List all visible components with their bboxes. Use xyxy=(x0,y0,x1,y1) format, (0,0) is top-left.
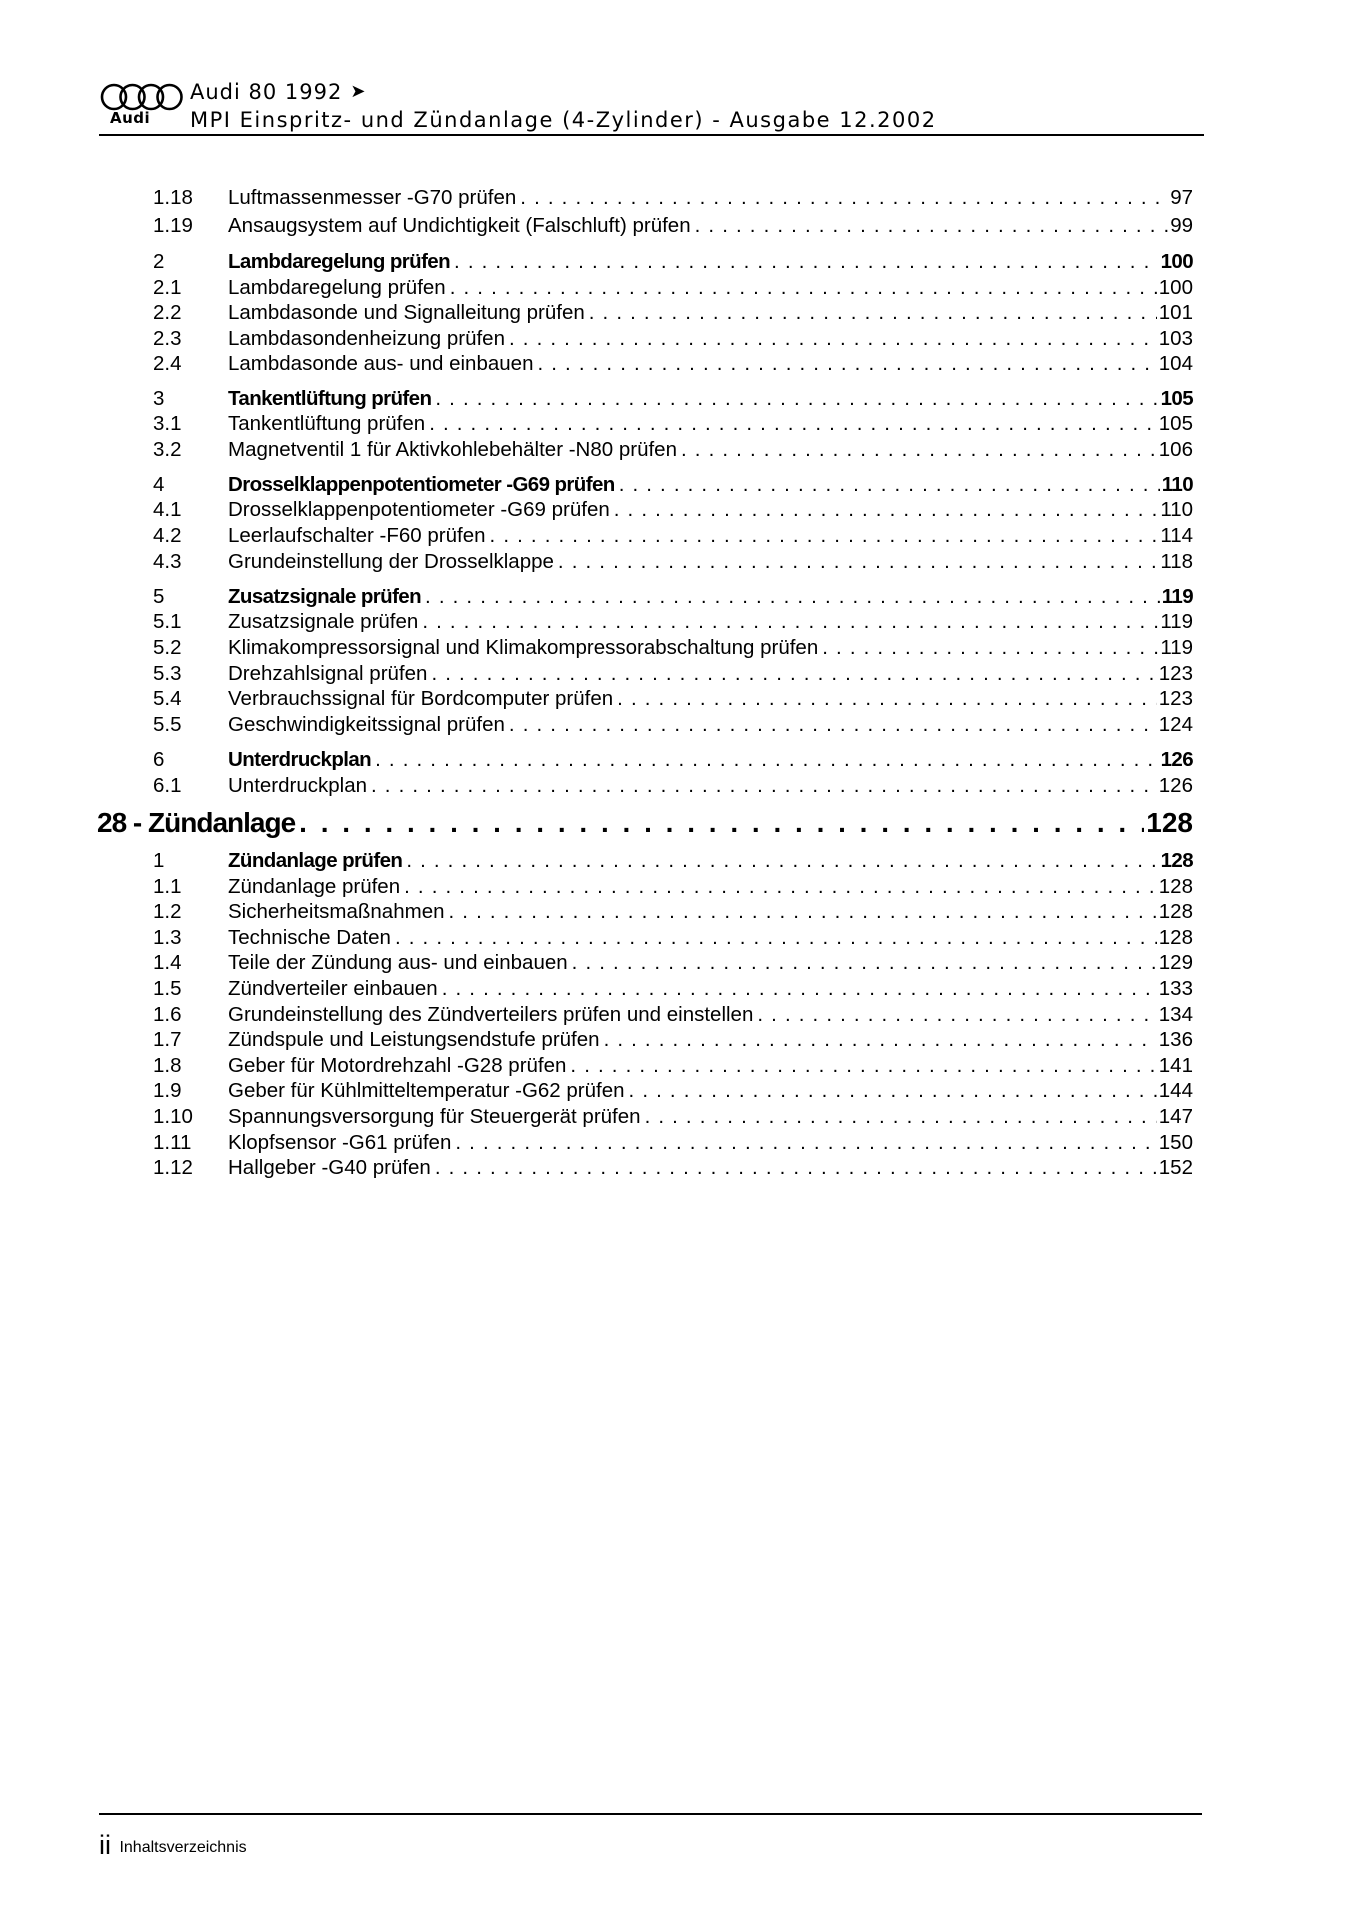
toc-entry-page: 105 xyxy=(1158,412,1193,435)
toc-entry-title: Lambdasonde aus- und einbauen xyxy=(228,352,534,375)
document-subtitle: MPI Einspritz- und Zündanlage (4-Zylinder) - Ausgabe 12.2002 xyxy=(190,108,937,132)
toc-entry-page: 104 xyxy=(1158,352,1193,375)
toc-section-entry[interactable] xyxy=(153,584,1193,610)
toc-entry-title: Klimakompressorsignal und Klimakompressorabschaltung prüfen xyxy=(228,636,819,659)
toc-entry[interactable] xyxy=(153,1155,1193,1181)
toc-entry-number: 1.1 xyxy=(153,875,182,898)
toc-entry-title: Grundeinstellung der Drosselklappe xyxy=(228,550,554,573)
audi-wordmark: Audi xyxy=(110,109,151,127)
dot-leader xyxy=(695,213,1169,239)
toc-entry-number: 4.2 xyxy=(153,524,182,547)
toc-entry[interactable] xyxy=(153,925,1193,951)
toc-entry-number: 4 xyxy=(153,473,165,496)
toc-entry-number: 5.2 xyxy=(153,636,182,659)
toc-entry-page: 128 xyxy=(1160,849,1193,872)
dot-leader xyxy=(450,275,1157,301)
toc-entry-title: Tankentlüftung prüfen xyxy=(228,387,432,410)
toc-entry-title: Leerlaufschalter -F60 prüfen xyxy=(228,524,486,547)
toc-entry-number: 2.3 xyxy=(153,327,182,350)
dot-leader xyxy=(425,584,1160,610)
dot-leader xyxy=(299,806,1144,840)
toc-entry[interactable] xyxy=(153,326,1193,352)
toc-entry-number: 5.1 xyxy=(153,610,182,633)
toc-entry-title: Technische Daten xyxy=(228,926,391,949)
toc-entry-page: 114 xyxy=(1160,524,1193,547)
toc-entry-page: 134 xyxy=(1158,1003,1193,1026)
toc-entry-number: 1.11 xyxy=(153,1131,192,1154)
toc-entry[interactable] xyxy=(153,411,1193,437)
toc-entry-page: 119 xyxy=(1160,636,1193,659)
toc-entry-page: 136 xyxy=(1158,1028,1193,1051)
toc-entry-number: 1.8 xyxy=(153,1054,182,1077)
toc-entry-title: Lambdaregelung prüfen xyxy=(228,250,451,273)
toc-entry-number: 2.4 xyxy=(153,352,182,375)
toc-entry-title: Zündverteiler einbauen xyxy=(228,977,438,1000)
toc-entry-number: 4.3 xyxy=(153,550,182,573)
toc-entry-page: 110 xyxy=(1160,498,1193,521)
toc-entry[interactable] xyxy=(153,213,1193,239)
toc-entry-title: Grundeinstellung des Zündverteilers prüfen und einstellen xyxy=(228,1003,754,1026)
toc-entry-title: Teile der Zündung aus- und einbauen xyxy=(228,951,568,974)
toc-entry[interactable] xyxy=(153,609,1193,635)
toc-entry[interactable] xyxy=(153,523,1193,549)
toc-entry-number: 3.2 xyxy=(153,438,182,461)
toc-entry[interactable] xyxy=(153,185,1193,211)
toc-entry-number: 1.6 xyxy=(153,1003,182,1026)
dot-leader xyxy=(572,950,1157,976)
toc-entry-title: Drosselklappenpotentiometer -G69 prüfen xyxy=(228,473,615,496)
toc-entry-page: 123 xyxy=(1158,662,1193,685)
toc-entry-title: Zündspule und Leistungsendstufe prüfen xyxy=(228,1028,600,1051)
toc-entry-title: Lambdaregelung prüfen xyxy=(228,276,446,299)
toc-entry[interactable] xyxy=(153,1078,1193,1104)
toc-entry-page: 150 xyxy=(1158,1131,1193,1154)
dot-leader xyxy=(429,411,1157,437)
toc-entry[interactable] xyxy=(153,773,1193,799)
dot-leader xyxy=(435,386,1158,412)
toc-entry[interactable] xyxy=(153,635,1193,661)
dot-leader xyxy=(454,249,1159,275)
dot-leader xyxy=(617,686,1157,712)
toc-entry-title: Spannungsversorgung für Steuergerät prüfen xyxy=(228,1105,641,1128)
dot-leader xyxy=(371,773,1157,799)
toc-entry[interactable] xyxy=(153,874,1193,900)
toc-entry-title: Zündanlage prüfen xyxy=(228,849,403,872)
dot-leader xyxy=(681,437,1157,463)
toc-entry-number: 1.9 xyxy=(153,1079,182,1102)
toc-entry-page: 99 xyxy=(1170,214,1193,237)
toc-entry[interactable] xyxy=(153,437,1193,463)
toc-entry[interactable] xyxy=(153,300,1193,326)
toc-section-entry[interactable] xyxy=(153,249,1193,275)
toc-entry-page: 123 xyxy=(1158,687,1193,710)
dot-leader xyxy=(619,472,1160,498)
dot-leader xyxy=(449,899,1157,925)
toc-entry-page: 100 xyxy=(1158,276,1193,299)
dot-leader xyxy=(422,609,1158,635)
dot-leader xyxy=(757,1002,1156,1028)
toc-entry-number: 1.4 xyxy=(153,951,182,974)
toc-entry-number: 2.1 xyxy=(153,276,182,299)
toc-entry-page: 129 xyxy=(1158,951,1193,974)
toc-section-entry[interactable] xyxy=(153,747,1193,773)
toc-entry[interactable] xyxy=(153,661,1193,687)
dot-leader xyxy=(537,351,1156,377)
toc-entry-title: Lambdasonde und Signalleitung prüfen xyxy=(228,301,585,324)
toc-entry-page: 133 xyxy=(1158,977,1193,1000)
toc-chapter-entry[interactable] xyxy=(97,806,1193,840)
toc-entry-page: 128 xyxy=(1158,875,1193,898)
toc-entry[interactable] xyxy=(153,497,1193,523)
dot-leader xyxy=(570,1053,1156,1079)
toc-entry-number: 1.18 xyxy=(153,186,193,209)
toc-entry-title: Lambdasondenheizung prüfen xyxy=(228,327,505,350)
toc-entry-number: 5.4 xyxy=(153,687,182,710)
dot-leader xyxy=(645,1104,1157,1130)
dot-leader xyxy=(604,1027,1157,1053)
toc-entry-number: 1.19 xyxy=(153,214,193,237)
toc-entry-page: 152 xyxy=(1158,1156,1193,1179)
toc-entry-title: 28 - Zündanlage xyxy=(97,807,296,838)
toc-section-entry[interactable] xyxy=(153,386,1193,412)
page-footer xyxy=(99,1830,247,1861)
toc-entry-title: Tankentlüftung prüfen xyxy=(228,412,426,435)
toc-entry-page: 118 xyxy=(1160,550,1193,573)
toc-entry-page: 124 xyxy=(1158,713,1193,736)
toc-entry-page: 128 xyxy=(1146,807,1193,838)
toc-entry-number: 6.1 xyxy=(153,774,182,797)
page-number: ii xyxy=(99,1830,111,1860)
toc-entry-title: Zündanlage prüfen xyxy=(228,875,401,898)
toc-entry-number: 3.1 xyxy=(153,412,182,435)
toc-entry-title: Unterdruckplan xyxy=(228,774,368,797)
toc-entry-page: 144 xyxy=(1158,1079,1193,1102)
footer-section-label: Inhaltsverzeichnis xyxy=(119,1839,247,1856)
toc-entry[interactable] xyxy=(153,1053,1193,1079)
dot-leader xyxy=(589,300,1157,326)
toc-entry[interactable] xyxy=(153,275,1193,301)
toc-entry-title: Zusatzsignale prüfen xyxy=(228,585,422,608)
toc-entry-page: 105 xyxy=(1160,387,1193,410)
toc-entry[interactable] xyxy=(153,351,1193,377)
toc-entry[interactable] xyxy=(153,1130,1193,1156)
toc-entry-page: 106 xyxy=(1158,438,1193,461)
toc-entry-page: 128 xyxy=(1158,926,1193,949)
toc-entry[interactable] xyxy=(153,950,1193,976)
toc-entry-title: Ansaugsystem auf Undichtigkeit (Falschluft) prüfen xyxy=(228,214,691,237)
toc-entry-number: 6 xyxy=(153,748,165,771)
toc-entry-page: 101 xyxy=(1158,301,1193,324)
toc-entry-page: 126 xyxy=(1160,748,1193,771)
toc-entry-page: 97 xyxy=(1170,186,1193,209)
toc-entry-title: Klopfsensor -G61 prüfen xyxy=(228,1131,452,1154)
page-header xyxy=(99,80,1204,136)
arrow-right-icon: ➤ xyxy=(350,81,367,102)
toc-entry-page: 128 xyxy=(1158,900,1193,923)
dot-leader xyxy=(509,712,1157,738)
dot-leader xyxy=(431,661,1156,687)
toc-entry-title: Unterdruckplan xyxy=(228,748,372,771)
toc-entry-number: 1.3 xyxy=(153,926,182,949)
toc-entry-number: 5.5 xyxy=(153,713,182,736)
toc-entry-page: 126 xyxy=(1158,774,1193,797)
dot-leader xyxy=(406,848,1158,874)
toc-entry-number: 4.1 xyxy=(153,498,182,521)
toc-entry-title: Luftmassenmesser -G70 prüfen xyxy=(228,186,517,209)
toc-entry-page: 119 xyxy=(1160,610,1193,633)
toc-entry-page: 103 xyxy=(1158,327,1193,350)
dot-leader xyxy=(395,925,1157,951)
toc-entry[interactable] xyxy=(153,1104,1193,1130)
audi-rings-logo xyxy=(99,82,185,112)
dot-leader xyxy=(435,1155,1157,1181)
dot-leader xyxy=(490,523,1159,549)
toc-entry-number: 1.5 xyxy=(153,977,182,1000)
toc-entry-number: 2.2 xyxy=(153,301,182,324)
toc-entry-page: 110 xyxy=(1161,473,1193,496)
toc-entry[interactable] xyxy=(153,686,1193,712)
toc-entry-title: Hallgeber -G40 prüfen xyxy=(228,1156,431,1179)
toc-entry[interactable] xyxy=(153,976,1193,1002)
toc-entry[interactable] xyxy=(153,899,1193,925)
toc-entry-number: 2 xyxy=(153,250,165,273)
toc-entry-number: 1.10 xyxy=(153,1105,193,1128)
toc-entry-number: 5.3 xyxy=(153,662,182,685)
toc-entry-title: Verbrauchssignal für Bordcomputer prüfen xyxy=(228,687,614,710)
toc-entry-number: 1.2 xyxy=(153,900,182,923)
toc-entry-title: Magnetventil 1 für Aktivkohlebehälter -N80 prüfen xyxy=(228,438,677,461)
toc-entry-page: 141 xyxy=(1158,1054,1193,1077)
dot-leader xyxy=(629,1078,1157,1104)
toc-entry-page: 147 xyxy=(1158,1105,1193,1128)
toc-section-entry[interactable] xyxy=(153,472,1193,498)
toc-section-entry[interactable] xyxy=(153,848,1193,874)
dot-leader xyxy=(822,635,1158,661)
dot-leader xyxy=(375,747,1158,773)
dot-leader xyxy=(614,497,1159,523)
toc-entry-number: 5 xyxy=(153,585,165,608)
footer-divider xyxy=(99,1813,1202,1815)
toc-entry[interactable] xyxy=(153,549,1193,575)
toc-entry-title: Sicherheitsmaßnahmen xyxy=(228,900,445,923)
toc-entry-title: Geschwindigkeitssignal prüfen xyxy=(228,713,505,736)
dot-leader xyxy=(442,976,1157,1002)
toc-entry-title: Drehzahlsignal prüfen xyxy=(228,662,428,685)
document-title xyxy=(190,80,366,104)
toc-entry-number: 3 xyxy=(153,387,165,410)
dot-leader xyxy=(558,549,1158,575)
toc-entry-number: 1.7 xyxy=(153,1028,182,1051)
toc-entry-title: Drosselklappenpotentiometer -G69 prüfen xyxy=(228,498,610,521)
toc-entry[interactable] xyxy=(153,1002,1193,1028)
toc-entry-title: Geber für Motordrehzahl -G28 prüfen xyxy=(228,1054,567,1077)
dot-leader xyxy=(404,874,1157,900)
toc-entry-title: Zusatzsignale prüfen xyxy=(228,610,419,633)
toc-entry-number: 1.12 xyxy=(153,1156,193,1179)
toc-entry-page: 100 xyxy=(1160,250,1193,273)
document-title-text: Audi 80 1992 xyxy=(190,80,343,104)
toc-entry-page: 119 xyxy=(1161,585,1193,608)
toc-entry-number: 1 xyxy=(153,849,165,872)
toc-entry[interactable] xyxy=(153,1027,1193,1053)
dot-leader xyxy=(455,1130,1156,1156)
dot-leader xyxy=(520,185,1168,211)
toc-entry[interactable] xyxy=(153,712,1193,738)
dot-leader xyxy=(509,326,1157,352)
toc-entry-title: Geber für Kühlmitteltemperatur -G62 prüfen xyxy=(228,1079,625,1102)
